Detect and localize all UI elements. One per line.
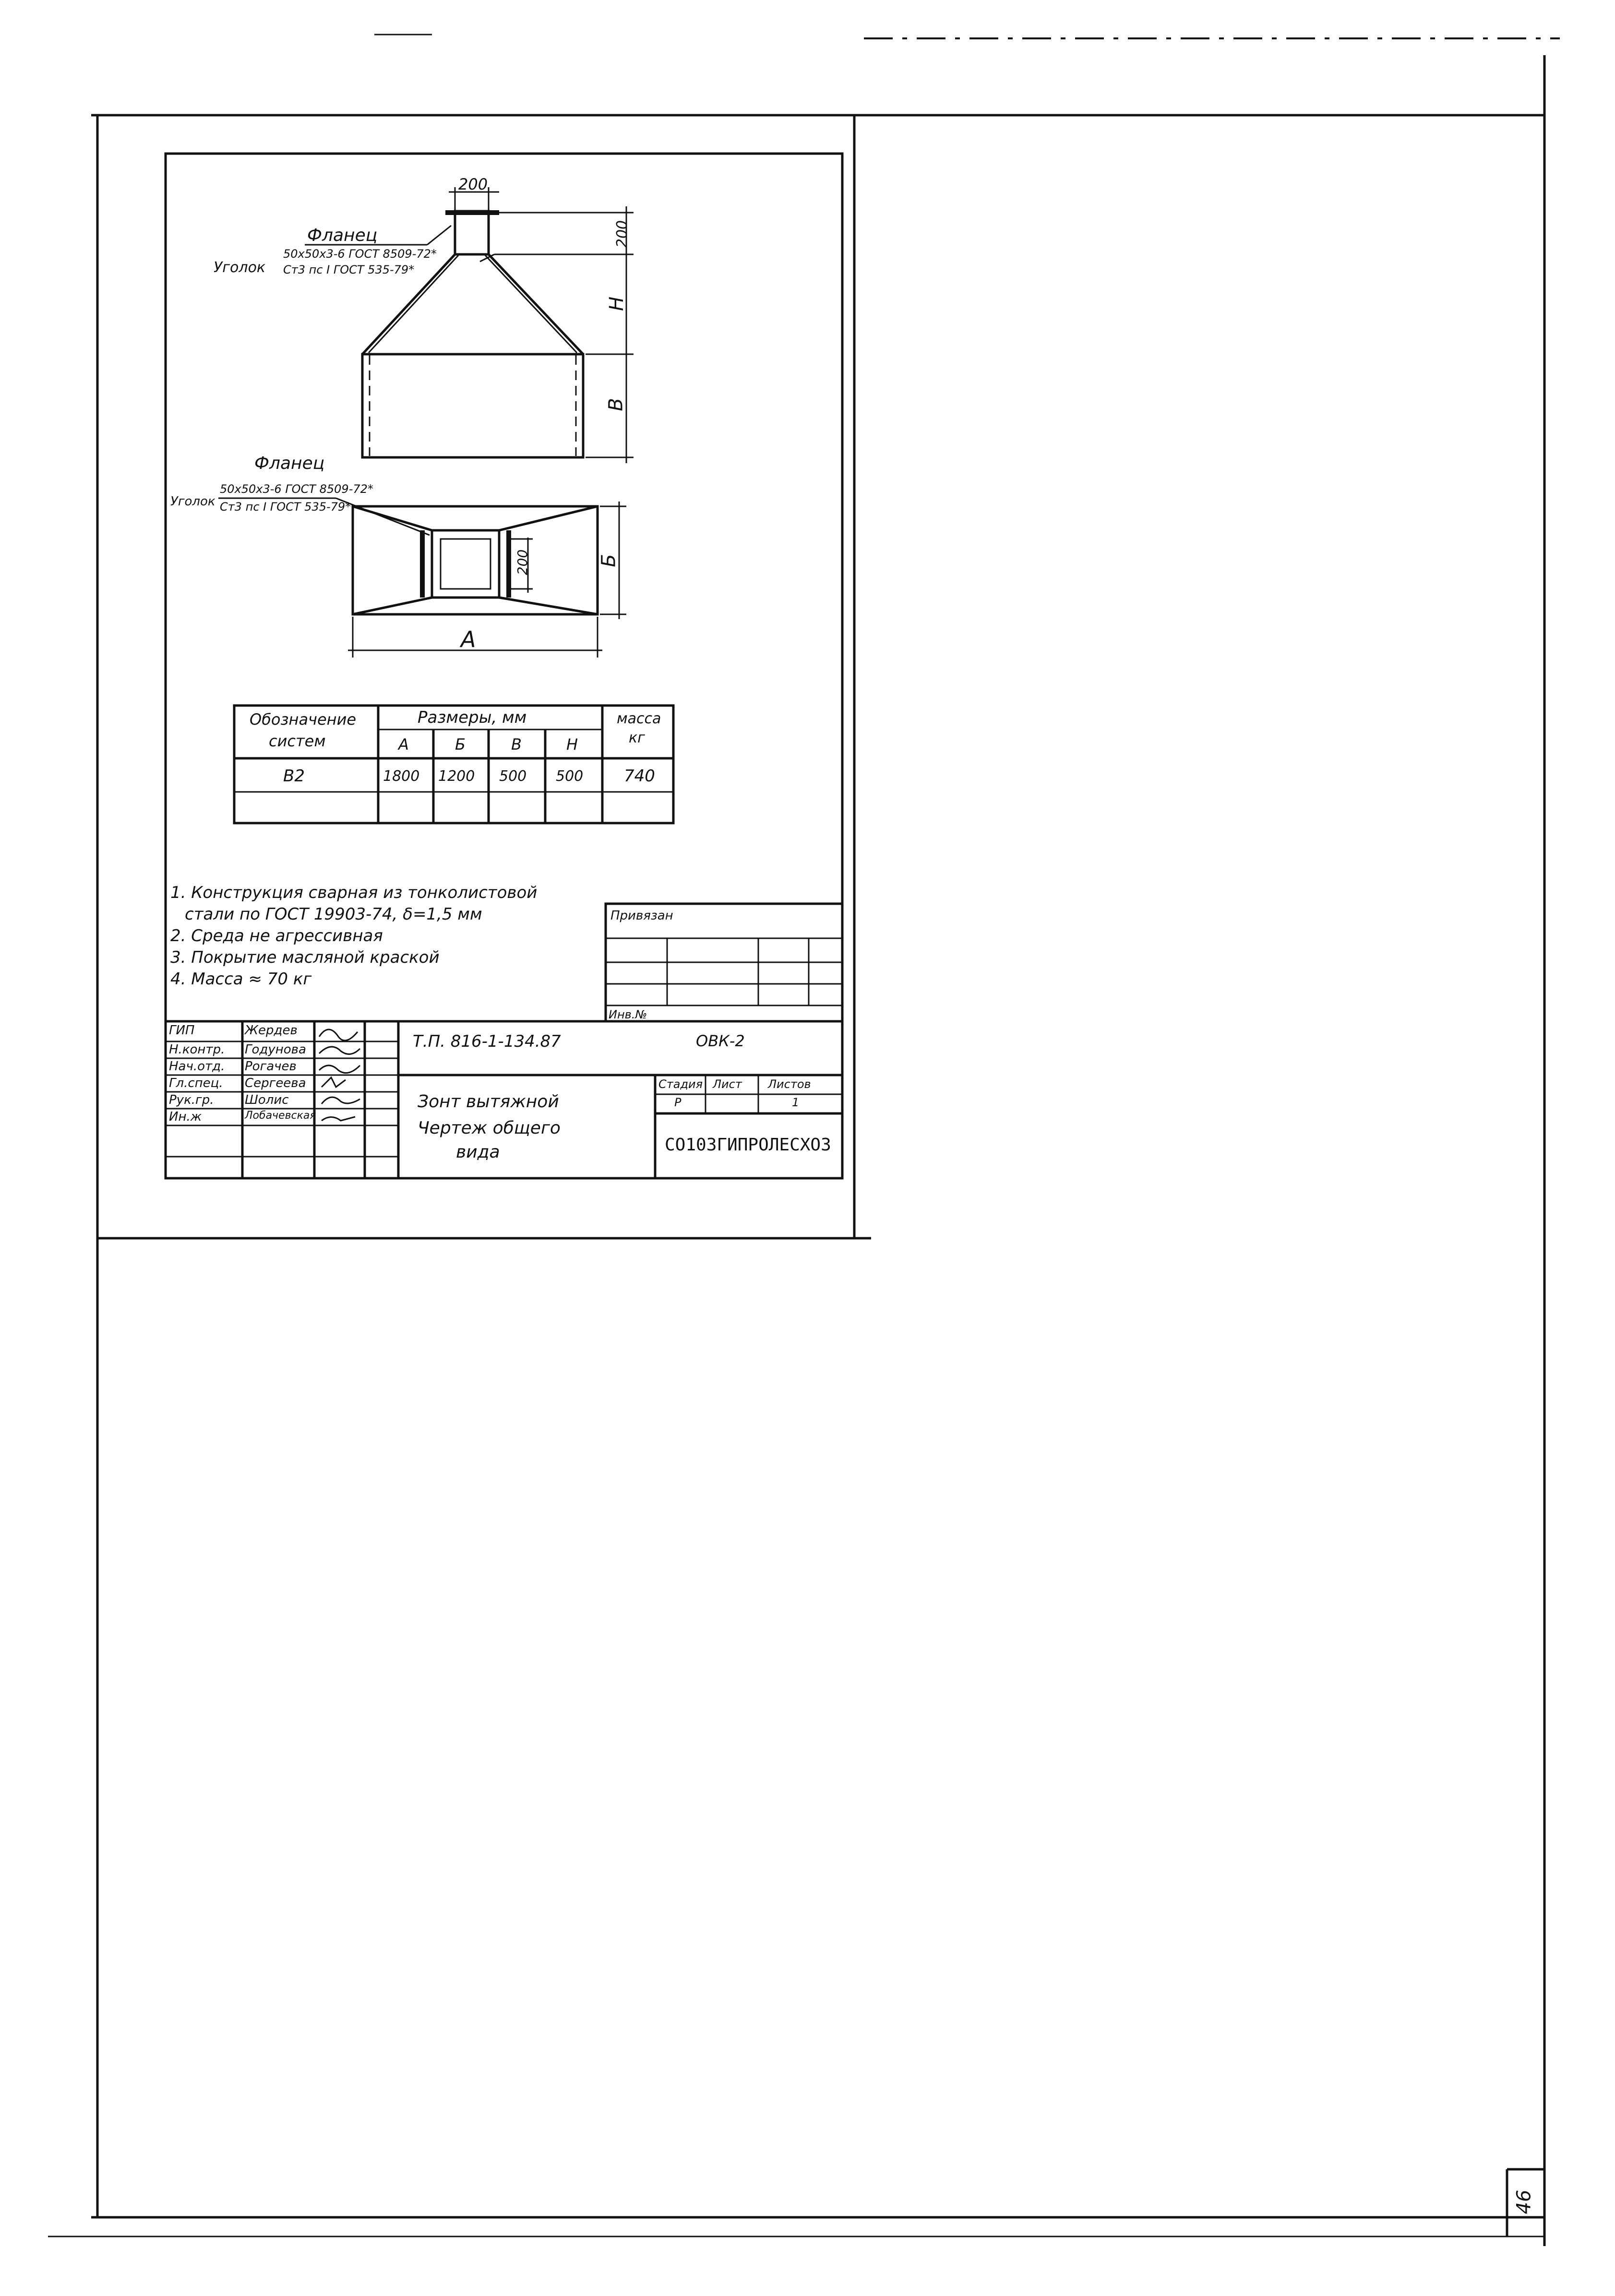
- front-angle-spec-1: 50x50x3-6 ГОСТ 8509-72*: [283, 247, 437, 261]
- name-2: Годунова: [245, 1042, 306, 1057]
- table-cell-h: 500: [556, 768, 584, 785]
- table-header-mass-2: кг: [629, 729, 645, 746]
- table-cell-designation: В2: [283, 766, 305, 786]
- neck-width-dim: 200: [458, 175, 488, 193]
- table-header-designation-2: систем: [269, 732, 326, 750]
- sheets-value: 1: [792, 1096, 800, 1109]
- sheet-label: Лист: [713, 1077, 742, 1091]
- page-number: 46: [1513, 2189, 1535, 2214]
- plan-view: [218, 498, 626, 658]
- note-2: 2. Среда не агрессивная: [170, 926, 383, 945]
- neck-height-dim: 200: [614, 220, 631, 248]
- name-5: Шолис: [245, 1093, 289, 1107]
- title-line-2: Чертеж общего: [418, 1118, 561, 1138]
- note-1: 1. Конструкция сварная из тонколистовой: [170, 883, 538, 902]
- b-dim: Б: [598, 554, 620, 567]
- front-flange-label: Фланец: [307, 226, 378, 245]
- sheet-code: ОВК-2: [696, 1032, 745, 1050]
- table-col-v: В: [511, 735, 522, 753]
- v-dim: В: [605, 398, 627, 411]
- h-dim: H: [606, 296, 628, 311]
- name-3: Рогачев: [245, 1059, 297, 1074]
- name-4: Сергеева: [245, 1076, 306, 1090]
- table-header-designation-1: Обозначение: [250, 710, 357, 729]
- title-line-3: вида: [456, 1142, 500, 1162]
- note-4: 4. Масса ≈ 70 кг: [170, 969, 312, 989]
- note-1-cont: стали по ГОСТ 19903-74, δ=1,5 мм: [185, 905, 482, 924]
- plan-angle-spec-2: Ст3 пс I ГОСТ 535-79*: [220, 500, 351, 514]
- table-cell-v: 500: [499, 768, 527, 785]
- org-name: СО103ГИПРОЛЕСХОЗ: [665, 1135, 831, 1155]
- name-1: Жердев: [245, 1023, 298, 1038]
- note-3: 3. Покрытие масляной краской: [170, 948, 440, 967]
- front-angle-label: Уголок: [214, 259, 266, 276]
- role-4: Гл.спец.: [169, 1076, 223, 1090]
- inner-dim: 200: [514, 549, 531, 575]
- table-cell-b: 1200: [438, 768, 475, 785]
- plan-angle-spec-1: 50x50x3-6 ГОСТ 8509-72*: [220, 482, 373, 496]
- table-header-sizes: Размеры, мм: [418, 708, 527, 727]
- plan-flange-label: Фланец: [254, 454, 325, 473]
- front-angle-spec-2: Ст3 пс I ГОСТ 535-79*: [283, 263, 415, 276]
- title-line-1: Зонт вытяжной: [418, 1092, 559, 1112]
- table-col-a: А: [398, 735, 409, 753]
- plan-angle-label: Уголок: [170, 494, 215, 509]
- table-header-mass-1: масса: [617, 710, 661, 727]
- table-cell-mass: 740: [624, 766, 655, 786]
- table-col-b: Б: [455, 735, 466, 753]
- table-cell-a: 1800: [383, 768, 420, 785]
- role-1: ГИП: [169, 1023, 195, 1038]
- binding-inv: Инв.№: [609, 1008, 647, 1021]
- name-6: Лобачевская: [245, 1110, 316, 1122]
- role-5: Рук.гр.: [169, 1093, 214, 1107]
- role-6: Ин.ж: [169, 1110, 202, 1124]
- sheets-label: Листов: [768, 1077, 811, 1091]
- role-3: Нач.отд.: [169, 1059, 225, 1074]
- binding-title: Привязан: [610, 909, 673, 923]
- stage-label: Стадия: [658, 1077, 703, 1091]
- stage-value: Р: [674, 1096, 682, 1109]
- table-col-h: Н: [566, 735, 578, 753]
- a-dim: А: [461, 626, 476, 652]
- role-2: Н.контр.: [169, 1042, 225, 1057]
- doc-code: Т.П. 816-1-134.87: [413, 1032, 561, 1051]
